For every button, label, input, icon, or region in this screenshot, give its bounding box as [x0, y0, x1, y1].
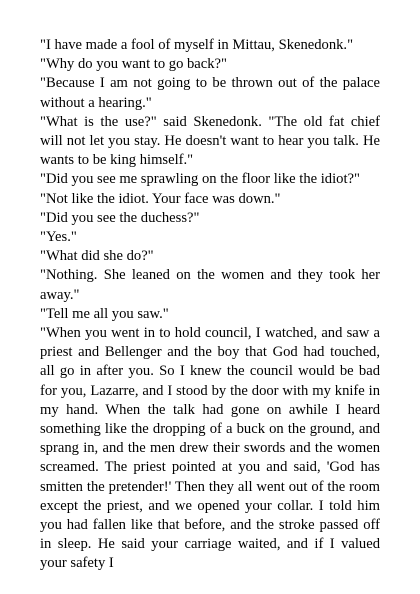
- paragraph: "Did you see me sprawling on the floor like the idiot?": [40, 171, 360, 188]
- book-page-text: [40, 36, 380, 574]
- paragraph: "Not like the idiot. Your face was down.": [40, 190, 281, 207]
- paragraph: "Why do you want to go back?": [40, 56, 227, 73]
- paragraph: "When you went in to hold council, I watched, and saw a priest and Bellenger and the boy that God had touched, all go in after you. So I knew the council would be bad for you, Lazarre, and I stood by the door with my knife in my hand. When the talk had gone on awhile I heard something like the dropping of a buck on the ground, and sprang in, and the men drew their swords and the women screamed. The priest pointed at you and said, 'God has smitten the pretender!' Then they all went out of the room except the priest, and we opened your collar. I told him you had fallen like that before, and the stroke passed off in sleep. He said your carriage waited, and if I valued your safety I: [40, 325, 380, 572]
- paragraph: "What did she do?": [40, 248, 154, 265]
- paragraph: "I have made a fool of myself in Mittau, Skenedonk.": [40, 37, 354, 53]
- paragraph: "What is the use?" said Skenedonk. "The old fat chief will not let you stay. He doesn't want to hear you talk. He wants to be king himself.": [40, 113, 380, 169]
- paragraph: "Tell me all you saw.": [40, 305, 169, 322]
- paragraph: "Yes.": [40, 229, 77, 246]
- paragraph: "Because I am not going to be thrown out of the palace without a hearing.": [40, 75, 380, 111]
- paragraph: "Did you see the duchess?": [40, 209, 200, 226]
- paragraph: "Nothing. She leaned on the women and they took her away.": [40, 267, 380, 303]
